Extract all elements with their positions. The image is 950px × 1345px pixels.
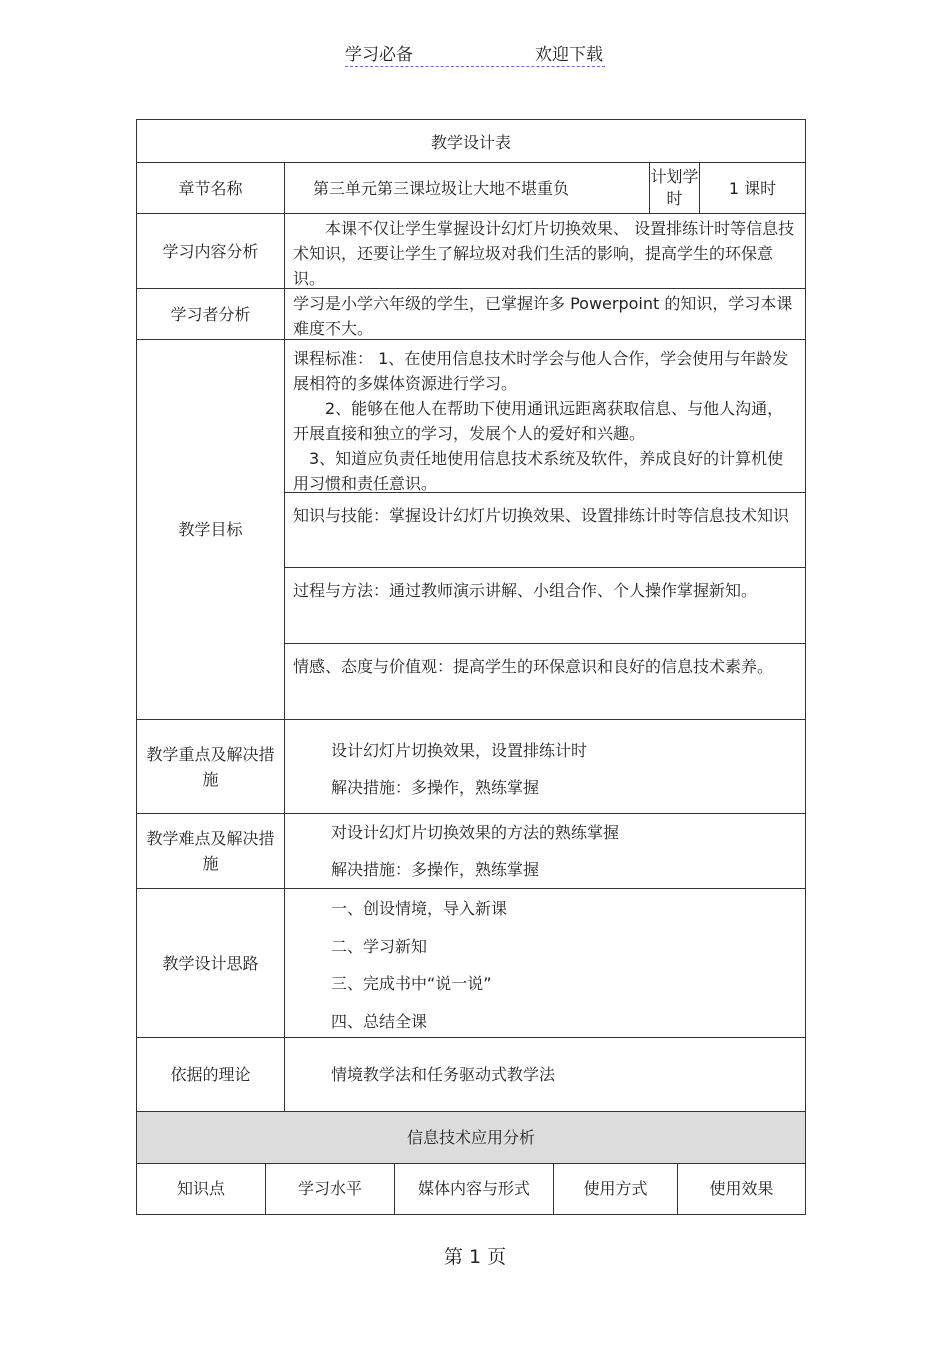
goals-cell (285, 340, 805, 719)
standard-3: 3、知道应负责任地使用信息技术系统及软件，养成良好的计算机使用习惯和责任意识。 (293, 449, 784, 493)
design-label: 教学设计思路 (137, 889, 285, 1037)
header-right: 欢迎下载 (535, 45, 603, 65)
it-header-row (137, 1164, 805, 1214)
goals-row (137, 340, 805, 720)
table-title: 教学设计表 (430, 133, 511, 152)
chapter-label: 章节名称 (137, 163, 285, 213)
difficulty-row (137, 814, 805, 889)
plan-label: 计划学时 (650, 163, 700, 213)
it-header-effect: 使用效果 (709, 1179, 774, 1198)
goals-process: 过程与方法：通过教师演示讲解、小组合作、个人操作掌握新知。 (285, 568, 805, 644)
it-title-row (137, 1112, 805, 1164)
page-number: 第 1 页 (443, 1246, 507, 1268)
learner-text: 学习是小学六年级的学生，已掌握许多 Powerpoint 的知识，学习本课难度不大。 (293, 294, 793, 338)
it-title: 信息技术应用分析 (406, 1128, 535, 1147)
theory-text: 情境教学法和任务驱动式教学法 (331, 1065, 556, 1084)
goals-standards (285, 340, 805, 493)
theory-row (137, 1038, 805, 1112)
goals-knowledge: 知识与技能：掌握设计幻灯片切换效果、设置排练计时等信息技术知识 (285, 493, 805, 568)
chapter-value: 第三单元第三课垃圾让大地不堪重负 (285, 163, 650, 213)
table-title-row (137, 120, 805, 163)
content-text: 本课不仅让学生掌握设计幻灯片切换效果、 设置排练计时等信息技术知识，还要让学生了解垃圾对我们生活的影响，提高学生的环保意识。 (293, 219, 795, 288)
design-line-1: 一、创设情境，导入新课 (331, 899, 508, 918)
goals-emotion: 情感、态度与价值观：提高学生的环保意识和良好的信息技术素养。 (293, 657, 774, 676)
standard-2: 2、能够在他人在帮助下使用通讯远距离获取信息、与他人沟通，开展直接和独立的学习，发展个人的爱好和兴趣。 (293, 399, 784, 443)
content-label: 学习内容分析 (137, 214, 285, 288)
keypoint-label: 教学重点及解决措施 (137, 720, 285, 813)
difficulty-cell (285, 814, 805, 888)
difficulty-line-1: 对设计幻灯片切换效果的方法的熟练掌握 (331, 823, 620, 842)
keypoint-row (137, 720, 805, 814)
it-header-usage: 使用方式 (554, 1164, 678, 1214)
theory-label: 依据的理论 (137, 1038, 285, 1111)
header-left: 学习必备 (345, 45, 413, 65)
it-header-knowledge: 知识点 (137, 1164, 266, 1214)
design-line-2: 二、学习新知 (331, 936, 428, 956)
learner-label: 学习者分析 (137, 289, 285, 339)
keypoint-line-1: 设计幻灯片切换效果，设置排练计时 (331, 741, 588, 760)
page-header (345, 40, 605, 67)
keypoint-cell (285, 720, 805, 813)
design-line-3: 三、完成书中“说一说” (331, 974, 492, 993)
difficulty-label: 教学难点及解决措施 (137, 814, 285, 888)
it-header-media: 媒体内容与形式 (395, 1164, 554, 1214)
chapter-row (137, 163, 805, 214)
it-header-level: 学习水平 (266, 1164, 395, 1214)
learner-row (137, 289, 805, 340)
difficulty-line-2: 解决措施：多操作，熟练掌握 (331, 860, 540, 879)
plan-value: 1 课时 (728, 178, 777, 198)
standard-1: 课程标准： 1、在使用信息技术时学会与他人合作，学会使用与年龄发展相符的多媒体资源进行学习。 (293, 349, 789, 393)
design-line-4: 四、总结全课 (331, 1011, 428, 1031)
design-row (137, 889, 805, 1038)
keypoint-line-2: 解决措施：多操作，熟练掌握 (331, 778, 540, 797)
content-row (137, 214, 805, 289)
goals-label: 教学目标 (137, 340, 285, 719)
design-table (136, 119, 806, 1215)
design-cell (285, 889, 805, 1037)
